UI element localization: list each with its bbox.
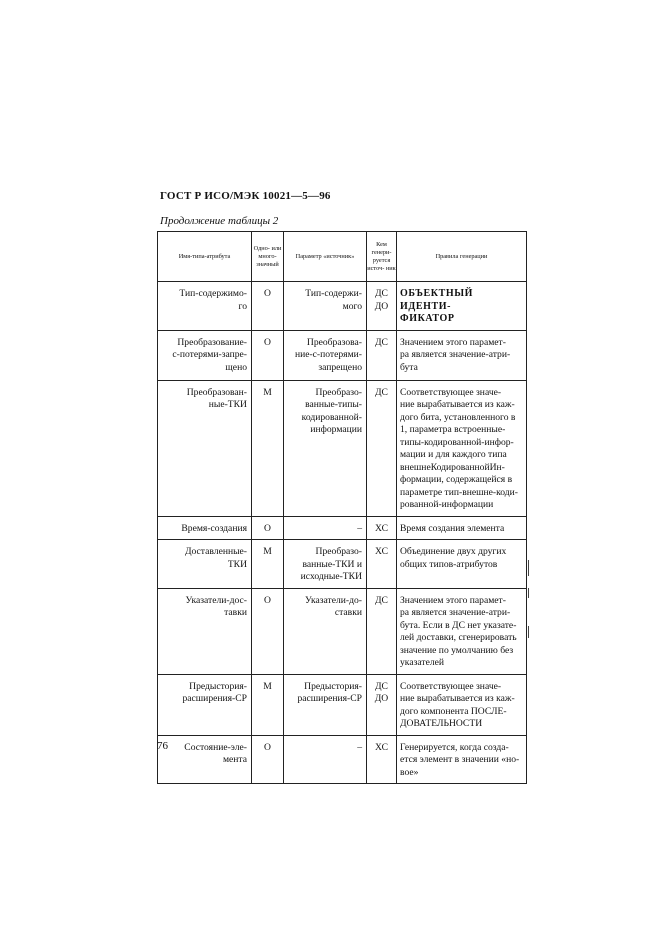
- generator-cell: [367, 380, 397, 516]
- attribute-name-cell: [158, 735, 252, 784]
- generation-rule-cell: [397, 588, 527, 674]
- column-header-multiplicity: Одно- или много- значный: [252, 232, 284, 282]
- source-parameter-cell-text: Тип-содержи- мого: [305, 288, 362, 312]
- generation-rule-cell-text: ОБЪЕКТНЫЙ ИДЕНТИ- ФИКАТОР: [400, 288, 474, 324]
- generation-rule-cell-text: Значением этого парамет- ра является значение-атри- бута: [400, 336, 511, 373]
- generator-cell-text: ХС: [375, 741, 388, 753]
- margin-mark: [528, 626, 529, 638]
- table-continuation-caption: Продолжение таблицы 2: [160, 215, 279, 227]
- multiplicity-cell-text: О: [264, 741, 271, 753]
- generation-rule-cell-text: Время создания элемента: [400, 522, 505, 534]
- multiplicity-cell: [252, 540, 284, 589]
- table-body: [158, 282, 527, 784]
- generator-cell: [367, 674, 397, 735]
- attribute-name-cell: [158, 282, 252, 331]
- source-parameter-cell: [284, 588, 367, 674]
- generation-rule-cell-text: Значением этого парамет- ра является значение-атри- бута. Если в ДС нет указате- лей доставки, сгенерировать значение по умолчанию без указателей: [400, 594, 517, 668]
- generation-rule-cell: [397, 282, 527, 331]
- generator-cell-text: ХС: [375, 546, 388, 557]
- multiplicity-cell-text: М: [263, 386, 272, 398]
- attribute-name-cell-text: Преобразован- ные-ТКИ: [186, 386, 247, 410]
- generation-rule-cell-text: Соответствующее значе- ние вырабатывается из каж- дого бита, установленного в 1, параметра встроенные- типы-кодированной-инфор- мации и для каждого типа внешнеКодированнойИн- формации, содержащейся в параметре тип-внешне-коди- рованной-информации: [400, 386, 518, 510]
- source-parameter-cell: [284, 380, 367, 516]
- page-number: 76: [157, 740, 168, 752]
- generator-cell: [367, 735, 397, 784]
- attribute-name-cell-text: Доставленные- ТКИ: [184, 546, 247, 570]
- multiplicity-cell: [252, 674, 284, 735]
- multiplicity-cell: [252, 735, 284, 784]
- generator-cell: [367, 588, 397, 674]
- attribute-name-cell-text: Тип-содержимо- го: [179, 288, 247, 312]
- generation-rule-cell-text: Объединение двух других общих типов-атрибутов: [400, 546, 507, 570]
- generation-rule-cell: [397, 735, 527, 784]
- attribute-name-cell-text: Предыстория- расширения-СР: [182, 680, 247, 704]
- generator-cell-text: ДС: [375, 594, 388, 606]
- attribute-name-cell-text: Состояние-эле- мента: [184, 741, 247, 765]
- generation-rule-cell-text: Генерируется, когда созда- ется элемент в значении «но- вое»: [400, 741, 520, 778]
- attribute-name-cell: [158, 540, 252, 589]
- source-parameter-cell-text: Указатели-до- ставки: [305, 594, 362, 618]
- attribute-name-cell-text: Указатели-дос- тавки: [185, 594, 247, 618]
- table-row: [158, 380, 527, 516]
- table-row: [158, 540, 527, 589]
- source-parameter-cell-text: Преобразова- ние-с-потерями- запрещено: [294, 336, 362, 373]
- generator-cell-text: ДС: [375, 336, 388, 348]
- attribute-name-cell: [158, 516, 252, 540]
- multiplicity-cell: [252, 282, 284, 331]
- attribute-name-cell: [158, 380, 252, 516]
- multiplicity-cell-text: О: [264, 288, 271, 299]
- generator-cell: [367, 282, 397, 331]
- source-parameter-cell: [284, 540, 367, 589]
- multiplicity-cell: [252, 330, 284, 380]
- multiplicity-cell: [252, 380, 284, 516]
- source-parameter-cell-text: Предыстория- расширения-СР: [297, 680, 362, 704]
- generator-cell-text: ДС ДО: [374, 288, 389, 312]
- multiplicity-cell: [252, 516, 284, 540]
- generator-cell: [367, 540, 397, 589]
- margin-mark: [528, 560, 529, 576]
- source-parameter-cell: [284, 674, 367, 735]
- generation-rule-cell-text: Соответствующее значе- ние вырабатывается из каж- дого компонента ПОСЛЕ- ДОВАТЕЛЬНОСТИ: [400, 680, 515, 729]
- generator-cell: [367, 330, 397, 380]
- generator-cell-text: ДС ДО: [374, 680, 389, 704]
- table-row: [158, 735, 527, 784]
- source-parameter-cell-text: Преобразо- ванные-ТКИ и исходные-ТКИ: [300, 546, 362, 582]
- generation-rule-cell: [397, 330, 527, 380]
- generator-cell-text: ХС: [375, 522, 388, 534]
- source-parameter-cell-text: –: [357, 522, 362, 534]
- multiplicity-cell-text: О: [264, 594, 271, 606]
- source-parameter-cell-text: –: [357, 741, 362, 753]
- generator-cell: [367, 516, 397, 540]
- margin-mark: [528, 588, 529, 598]
- table-row: [158, 588, 527, 674]
- multiplicity-cell: [252, 588, 284, 674]
- generation-rule-cell: [397, 674, 527, 735]
- table-row: [158, 330, 527, 380]
- source-parameter-cell: [284, 516, 367, 540]
- generator-cell-text: ДС: [375, 386, 388, 398]
- attribute-rules-table: [157, 231, 527, 784]
- attribute-name-cell-text: Время-создания: [181, 522, 247, 534]
- attribute-name-cell: [158, 588, 252, 674]
- multiplicity-cell-text: О: [264, 336, 271, 348]
- multiplicity-cell-text: О: [264, 522, 271, 534]
- table-header-row: [158, 232, 527, 282]
- multiplicity-cell-text: М: [263, 546, 272, 557]
- column-header-source-parameter: Параметр «источник»: [284, 232, 367, 282]
- column-header-generation-rules: Правила генерации: [397, 232, 527, 282]
- document-header: ГОСТ Р ИСО/МЭК 10021—5—96: [160, 190, 331, 202]
- source-parameter-cell: [284, 735, 367, 784]
- table-row: [158, 516, 527, 540]
- table-row: [158, 282, 527, 331]
- attribute-name-cell-text: Преобразование- с-потерями-запре- щено: [172, 336, 247, 373]
- generation-rule-cell: [397, 380, 527, 516]
- source-parameter-cell: [284, 330, 367, 380]
- attribute-name-cell: [158, 674, 252, 735]
- column-header-generator: Кем генери- руется источ- ник: [367, 232, 397, 282]
- multiplicity-cell-text: М: [263, 680, 272, 692]
- generation-rule-cell: [397, 516, 527, 540]
- generation-rule-cell: [397, 540, 527, 589]
- source-parameter-cell-text: Преобразо- ванные-типы- кодированной- информации: [301, 386, 362, 435]
- table-row: [158, 674, 527, 735]
- source-parameter-cell: [284, 282, 367, 331]
- column-header-attribute-name: Имя-типа-атрибута: [158, 232, 252, 282]
- attribute-name-cell: [158, 330, 252, 380]
